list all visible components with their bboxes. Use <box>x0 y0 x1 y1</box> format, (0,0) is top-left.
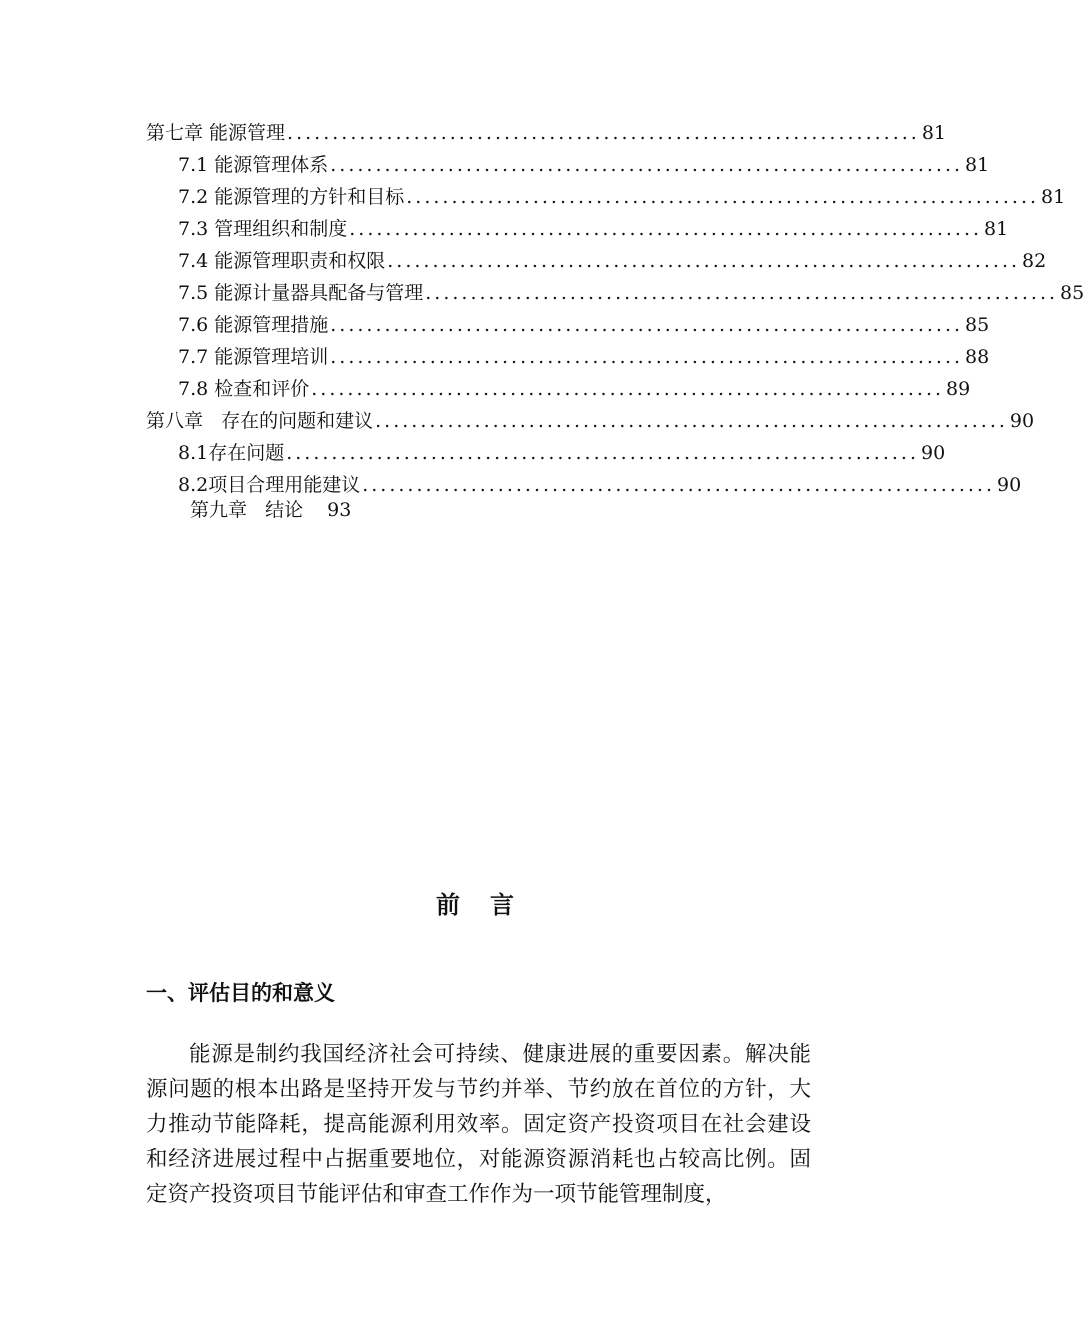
toc-entry[interactable] <box>146 437 946 469</box>
toc-entry-page: 93 <box>327 499 352 521</box>
toc-entry-title: 7.4 能源管理职责和权限 <box>178 250 386 272</box>
toc-entry-title: 7.6 能源管理措施 <box>178 314 329 336</box>
toc-entry-page: 81 <box>1041 186 1066 208</box>
toc-leader-dots: ...................................................................... <box>362 474 995 496</box>
toc-leader-dots: ...................................................................... <box>406 186 1040 208</box>
toc-entry-page: 88 <box>965 346 990 368</box>
toc-leader-dots: ...................................................................... <box>387 250 1021 272</box>
toc-leader-dots: ...................................................................... <box>330 154 964 176</box>
toc-entry-page: 81 <box>965 154 990 176</box>
toc-entry-title: 第七章 能源管理 <box>146 122 286 144</box>
body-paragraph: 能源是制约我国经济社会可持续、健康进展的重要因素。解决能源问题的根本出路是坚持开发与节约并举、节约放在首位的方针，大力推动节能降耗，提高能源利用效率。固定资产投资项目在社会建设和经济进展过程中占据重要地位，对能源资源消耗也占较高比例。固定资产投资项目节能评估和审查工作作为一项节能管理制度， <box>146 1042 811 1207</box>
toc-entry-title: 7.3 管理组织和制度 <box>178 218 348 240</box>
toc-entry-page: 82 <box>1022 250 1047 272</box>
toc-entry-page: 85 <box>965 314 990 336</box>
toc-entry-page: 81 <box>921 122 947 144</box>
toc-entry[interactable] <box>146 373 971 405</box>
toc-entry[interactable] <box>146 309 990 341</box>
toc-entry[interactable] <box>146 117 947 149</box>
table-of-contents <box>146 117 1084 501</box>
toc-leader-dots: ...................................................................... <box>349 218 983 240</box>
toc-entry[interactable] <box>146 213 1009 245</box>
toc-entry[interactable] <box>146 245 1047 277</box>
toc-entry-title: 8.2项目合理用能建议 <box>178 474 361 496</box>
toc-entry-title: 7.2 能源管理的方针和目标 <box>178 186 405 208</box>
toc-entry-title: 第八章 存在的问题和建议 <box>146 410 374 432</box>
toc-leader-dots: ...................................................................... <box>330 314 964 336</box>
toc-entry-page: 90 <box>997 474 1022 496</box>
toc-leader-dots: ...................................................................... <box>287 122 920 144</box>
toc-entry-page: 85 <box>1060 282 1084 304</box>
toc-entry-conclusion[interactable] <box>190 494 375 526</box>
toc-entry-page: 89 <box>946 378 971 400</box>
toc-entry-page: 90 <box>1009 410 1035 432</box>
toc-entry[interactable] <box>146 277 1084 309</box>
toc-entry[interactable] <box>146 181 1066 213</box>
toc-entry-page: 81 <box>984 218 1009 240</box>
toc-entry-title: 7.1 能源管理体系 <box>178 154 329 176</box>
toc-entry-title: 8.1存在问题 <box>178 442 285 464</box>
toc-entry[interactable] <box>146 341 990 373</box>
toc-entry[interactable] <box>146 149 990 181</box>
toc-leader-dots: ...................................................................... <box>375 410 1008 432</box>
toc-entry-title: 7.5 能源计量器具配备与管理 <box>178 282 424 304</box>
toc-entry-title: 第九章 结论 <box>190 499 304 521</box>
toc-leader-dots: ...................................................................... <box>311 378 945 400</box>
toc-leader-dots: ...................................................................... <box>330 346 964 368</box>
preface-title: 前言 <box>436 891 544 919</box>
toc-leader-dots: ...................................................................... <box>286 442 919 464</box>
toc-entry-title: 7.7 能源管理培训 <box>178 346 329 368</box>
toc-leader-dots: ...................................................................... <box>425 282 1059 304</box>
toc-entry-page: 90 <box>921 442 946 464</box>
toc-entry[interactable] <box>146 405 1035 437</box>
section-heading: 一、评估目的和意义 <box>146 981 335 1005</box>
toc-entry-title: 7.8 检查和评价 <box>178 378 310 400</box>
